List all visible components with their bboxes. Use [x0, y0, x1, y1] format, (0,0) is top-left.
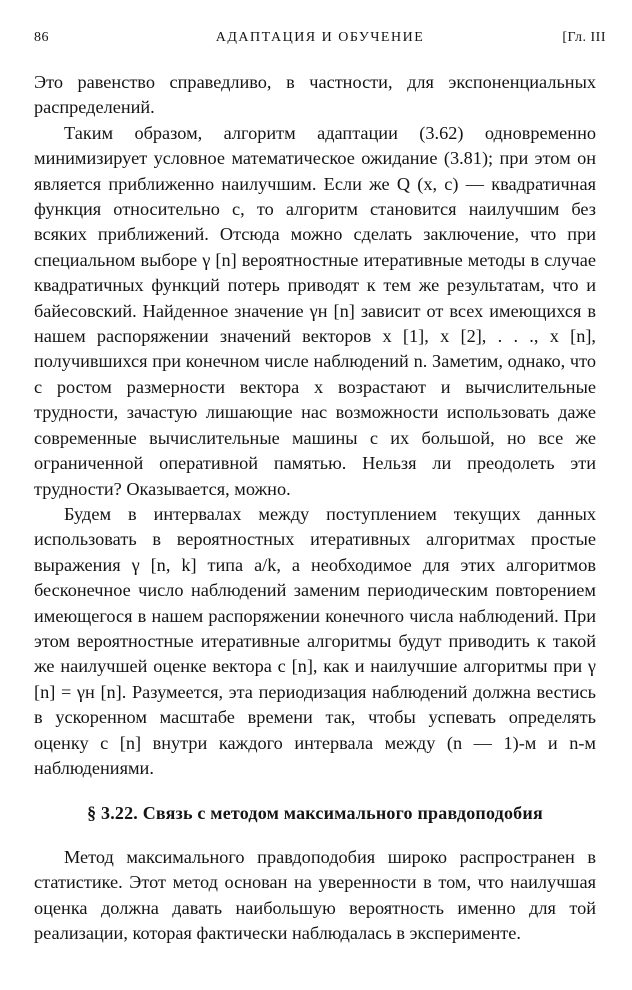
running-title: АДАПТАЦИЯ И ОБУЧЕНИЕ: [215, 30, 425, 45]
paragraph: Метод максимального правдоподобия широко распространен в статистике. Этот метод основан на уверенности в том, что наилучшая оценка должна давать наибольшую вероятность именно для той реализации, которая фактически наблюдалась в эксперименте.: [34, 846, 596, 943]
chapter-label: [Гл. III: [562, 30, 606, 45]
page-number: 86: [34, 30, 49, 45]
section-heading: § 3.22. Связь с методом максимального правдоподобия: [87, 803, 543, 824]
paragraph: Будем в интервалах между поступлением текущих данных использовать в вероятностных итеративных алгоритмах простые выражения γ [n, k] типа a/k, а необходимое для этих алгоритмов бесконечное число наблюдений заменим периодическим повторением имеющегося в нашем распоряжении конечного числа наблюдений. При этом вероятностные итеративные алгоритмы будут приводить к такой же наилучшей оценке вектора c [n], как и наилучшие алгоритмы при γ [n] = γн [n]. Разумеется, эта периодизация наблюдений должна вестись в ускоренном масштабе времени так, чтобы успевать определять оценку c [n] внутри каждого интервала между (n — 1)-м и n-м наблюдениями.: [34, 503, 596, 778]
page-body: [34, 70, 596, 946]
paragraph-continuation: Это равенство справедливо, в частности, для экспоненциальных распределений.: [34, 72, 596, 118]
running-header: [34, 30, 606, 54]
paragraph: Таким образом, алгоритм адаптации (3.62) одновременно минимизирует условное математическое ожидание (3.81); при этом он является приближенно наилучшим. Если же Q (x, c) — квадратичная функция относительно c, то алгоритм становится наилучшим без всяких приближений. Отсюда можно сделать заключение, что при специальном выборе γ [n] вероятностные итеративные методы в случае квадратичных функций потерь приводят к тем же результатам, что и байесовский. Найденное значение γн [n] зависит от всех имеющихся в нашем распоряжении значений векторов x [1], x [2], . . ., x [n], получившихся при конечном числе наблюдений n. Заметим, однако, что с ростом размерности вектора x возрастают и вычислительные трудности, зачастую лишающие нас возможности использовать даже современные вычислительные машины с их большой, но все же ограниченной оперативной памятью. Нельзя ли преодолеть эти трудности? Оказывается, можно.: [34, 122, 596, 499]
